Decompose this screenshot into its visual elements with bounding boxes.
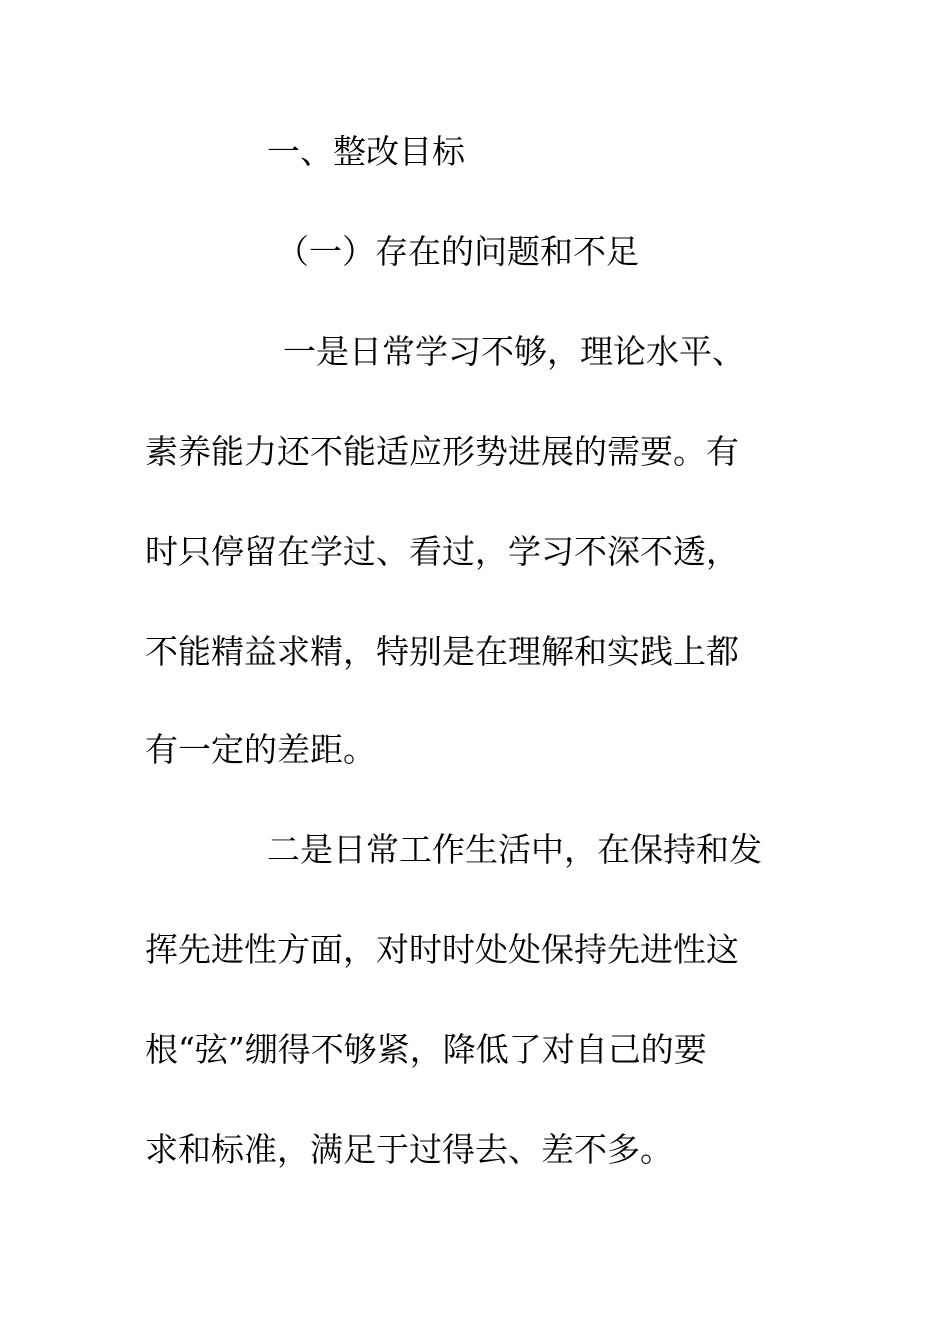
paragraph-1-line-1: 一是日常学习不够，理论水平、 (283, 332, 745, 371)
paragraph-1-line-3: 时只停留在学过、看过，学习不深不透， (145, 532, 739, 571)
paragraph-2-line-1: 二是日常工作生活中，在保持和发 (267, 830, 762, 869)
paragraph-2-line-4: 求和标准，满足于过得去、差不多。 (145, 1130, 673, 1169)
paragraph-1-line-4: 不能精益求精，特别是在理解和实践上都 (145, 632, 739, 671)
section-heading: 一、整改目标 (267, 132, 465, 171)
paragraph-1-line-5: 有一定的差距。 (145, 730, 376, 769)
paragraph-2-line-3: 根“弦”绷得不够紧，降低了对自己的要 (145, 1030, 707, 1069)
subsection-heading: （一）存在的问题和不足 (276, 232, 639, 271)
paragraph-1-line-2: 素养能力还不能适应形势进展的需要。有 (145, 432, 739, 471)
paragraph-2-line-2: 挥先进性方面，对时时处处保持先进性这 (145, 930, 739, 969)
